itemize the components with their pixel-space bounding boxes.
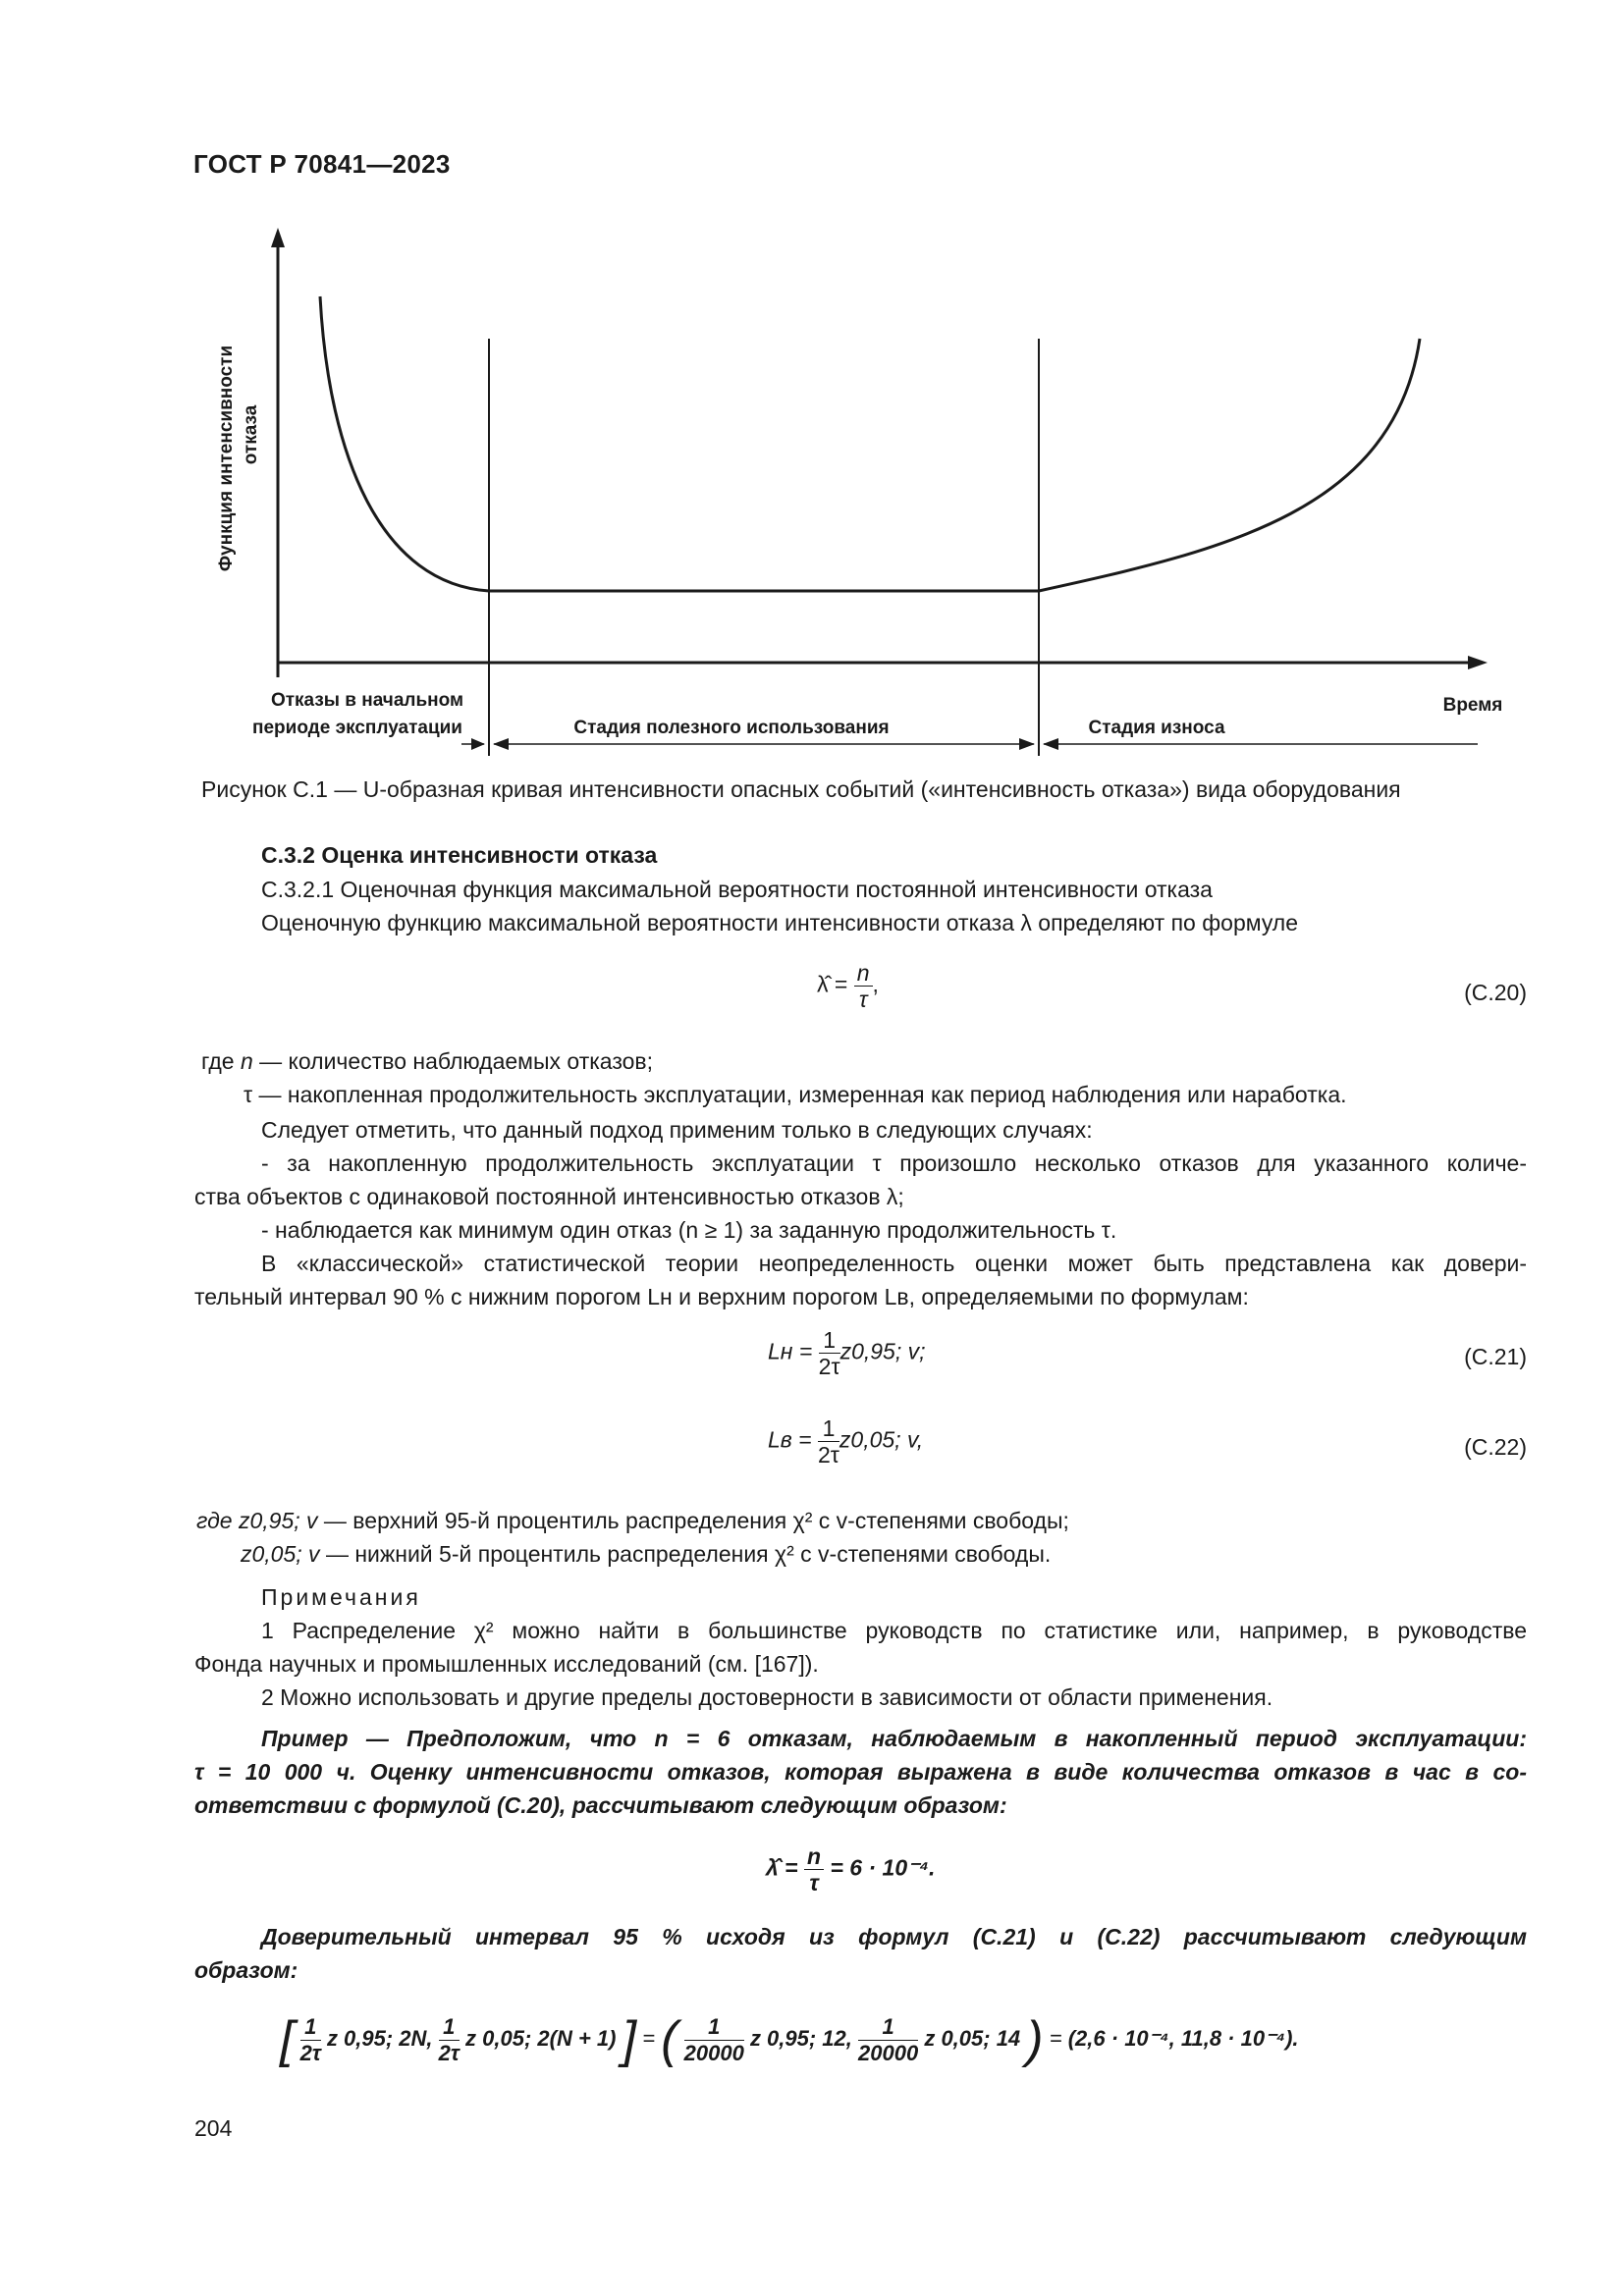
eq22-fraction	[818, 1415, 839, 1468]
def-tau-text: — накопленная продолжительность эксплуатации, измеренная как период наблюдения или наработка.	[258, 1082, 1347, 1107]
eq21-number: (С.21)	[1464, 1344, 1527, 1369]
eq22-lhs: Lв =	[768, 1426, 812, 1453]
def-n-text: — количество наблюдаемых отказов;	[259, 1048, 654, 1074]
stage1-arrow-right	[471, 738, 485, 750]
big-frac-3-num: 1	[684, 2014, 744, 2041]
eq22-number: (С.22)	[1464, 1434, 1527, 1460]
text-line-5: В «классической» статистической теории неопределенность оценки может быть представлена как довери-	[261, 1251, 1527, 1276]
def-n-symbol: n	[240, 1048, 253, 1074]
def-z005-text: — нижний 5-й процентиль распределения χ² с v-степенями свободы.	[325, 1541, 1052, 1567]
big-frac-4-num: 1	[858, 2014, 918, 2041]
eq21-num: 1	[819, 1327, 840, 1354]
ex-eq-num: n	[804, 1843, 824, 1870]
def-tau-symbol: τ	[244, 1082, 253, 1107]
def-tau	[244, 1082, 1347, 1108]
eq21-lhs: Lн =	[768, 1338, 813, 1364]
stage2-label: Стадия полезного использования	[573, 718, 890, 738]
ex-eq-lhs: λ̂ =	[766, 1854, 798, 1881]
big-result: (2,6 · 10⁻⁴, 11,8 · 10⁻⁴).	[1067, 2025, 1299, 2051]
document-header: ГОСТ Р 70841—2023	[193, 149, 451, 179]
example-line-5: образом:	[194, 1957, 298, 1983]
big-term-c: z 0,95; 12,	[749, 2025, 852, 2051]
example-line-4: Доверительный интервал 95 % исходя из формул (С.21) и (С.22) рассчитывают следующим	[261, 1924, 1527, 1949]
equation-c21	[768, 1327, 926, 1379]
page-number: 204	[194, 2115, 233, 2141]
note-1-line-2: Фонда научных и промышленных исследований (см. [167]).	[194, 1651, 819, 1677]
equation-c20	[817, 960, 879, 1012]
text-line-1: Следует отметить, что данный подход применим только в следующих случаях:	[261, 1117, 1093, 1143]
x-axis-label: Время	[1442, 695, 1503, 716]
big-eq-2: =	[1049, 2025, 1062, 2051]
eq20-number: (С.20)	[1464, 980, 1527, 1005]
text-line-6: тельный интервал 90 % с нижним порогом Lн и верхним порогом Lв, определяемыми по формулам:	[194, 1284, 1249, 1309]
ex-eq-fraction	[804, 1843, 824, 1896]
big-frac-4-den: 20000	[858, 2040, 919, 2065]
x-axis-arrow	[1468, 656, 1488, 669]
note-1-line-1: 1 Распределение χ² можно найти в большинстве руководств по статистике или, например, в руководстве	[261, 1618, 1527, 1643]
example-line-3: ответствии с формулой (С.20), рассчитывают следующим образом:	[194, 1792, 1007, 1818]
y-axis-label-line2: отказа	[241, 404, 261, 465]
text-line-4: - наблюдается как минимум один отказ (n ≥ 1) за заданную продолжительность τ.	[261, 1217, 1117, 1243]
eq22-tail: z0,05; v,	[839, 1426, 924, 1453]
section-title: С.3.2 Оценка интенсивности отказа	[261, 842, 658, 868]
y-axis-arrow	[271, 228, 285, 247]
stage3-arrow-left	[1043, 738, 1058, 750]
text-line-3: ства объектов с одинаковой постоянной интенсивностью отказов λ;	[194, 1184, 904, 1209]
figure-caption: Рисунок С.1 — U-образная кривая интенсивности опасных событий («интенсивность отказа») вида оборудования	[201, 776, 1401, 802]
stage2-arrow-right	[1019, 738, 1035, 750]
note-2: 2 Можно использовать и другие пределы достоверности в зависимости от области применения.	[261, 1684, 1273, 1710]
eq21-tail: z0,95; v;	[839, 1338, 926, 1364]
example-line-1: Пример — Предположим, что n = 6 отказам, наблюдаемым в накопленный период эксплуатации:	[261, 1726, 1527, 1751]
big-frac-3	[684, 2014, 744, 2066]
def-n	[201, 1048, 653, 1075]
def-z005-symbol: z0,05; v	[241, 1541, 320, 1567]
big-eq-1: =	[642, 2025, 656, 2051]
big-frac-2-den: 2τ	[438, 2040, 460, 2065]
eq20-lhs: λ̂ =	[817, 971, 848, 997]
stage2-arrow-left	[493, 738, 509, 750]
eq22-num: 1	[818, 1415, 839, 1442]
def-z095-symbol: где z0,95; v	[196, 1508, 318, 1533]
u-curve-figure	[0, 0, 1624, 785]
subsection-title: С.3.2.1 Оценочная функция максимальной вероятности постоянной интенсивности отказа	[261, 877, 1213, 902]
def-z005	[241, 1541, 1051, 1568]
big-term-b: z 0,05; 2(N + 1)	[465, 2025, 617, 2051]
big-frac-1-den: 2τ	[299, 2040, 321, 2065]
def-z095-text: — верхний 95-й процентиль распределения χ² с v-степенями свободы;	[323, 1508, 1069, 1533]
text-line-2: - за накопленную продолжительность эксплуатации τ произошло несколько отказов для указанного количе-	[261, 1150, 1527, 1176]
eq22-den: 2τ	[818, 1442, 839, 1468]
ex-eq-den: τ	[809, 1870, 819, 1896]
eq21-den: 2τ	[818, 1354, 840, 1379]
def-where: где	[201, 1048, 235, 1074]
stage1-label-line1: Отказы в начальном	[270, 690, 464, 711]
notes-title: Примечания	[261, 1584, 421, 1610]
big-term-a: z 0,95; 2N,	[326, 2025, 433, 2051]
big-frac-1	[300, 2014, 321, 2066]
def-z095	[196, 1508, 1069, 1534]
ex-eq-rhs: = 6 · 10⁻⁴.	[830, 1854, 936, 1881]
eq20-den: τ	[858, 987, 868, 1012]
eq20-tail: ,	[872, 971, 879, 997]
stage1-label-line2: периоде эксплуатации	[251, 718, 463, 738]
eq21-fraction	[819, 1327, 840, 1379]
example-equation	[766, 1843, 935, 1896]
big-frac-2-num: 1	[439, 2014, 460, 2041]
y-axis-label-line1: Функция интенсивности	[216, 345, 237, 572]
paragraph-intro: Оценочную функцию максимальной вероятности интенсивности отказа λ определяют по формуле	[261, 910, 1299, 935]
big-term-d: z 0,05; 14	[924, 2025, 1021, 2051]
example-line-2: τ = 10 000 ч. Оценку интенсивности отказов, которая выражена в виде количества отказов в час в со-	[194, 1759, 1527, 1785]
eq20-num: n	[854, 960, 873, 987]
failure-rate-curve	[320, 296, 1420, 591]
big-frac-3-den: 20000	[683, 2040, 744, 2065]
big-frac-1-num: 1	[300, 2014, 321, 2041]
stage3-label: Стадия износа	[1088, 718, 1225, 738]
eq20-fraction	[854, 960, 873, 1012]
big-frac-4	[858, 2014, 918, 2066]
equation-c22	[768, 1415, 923, 1468]
interval-equation: [ $\frac{1}{2\tau}$ z 0,95; 2N, $\frac{1}{2\tau}$ z 0,05; 2(N + 1) ] = ( $\frac{1}{20000}$ z 0,95; 12, $\frac{1}{20000}$ z 0,05; 14 ) = (2,6 · 10⁻⁴, 11,8 · 10⁻⁴).	[280, 2011, 1299, 2068]
big-frac-2	[439, 2014, 460, 2066]
